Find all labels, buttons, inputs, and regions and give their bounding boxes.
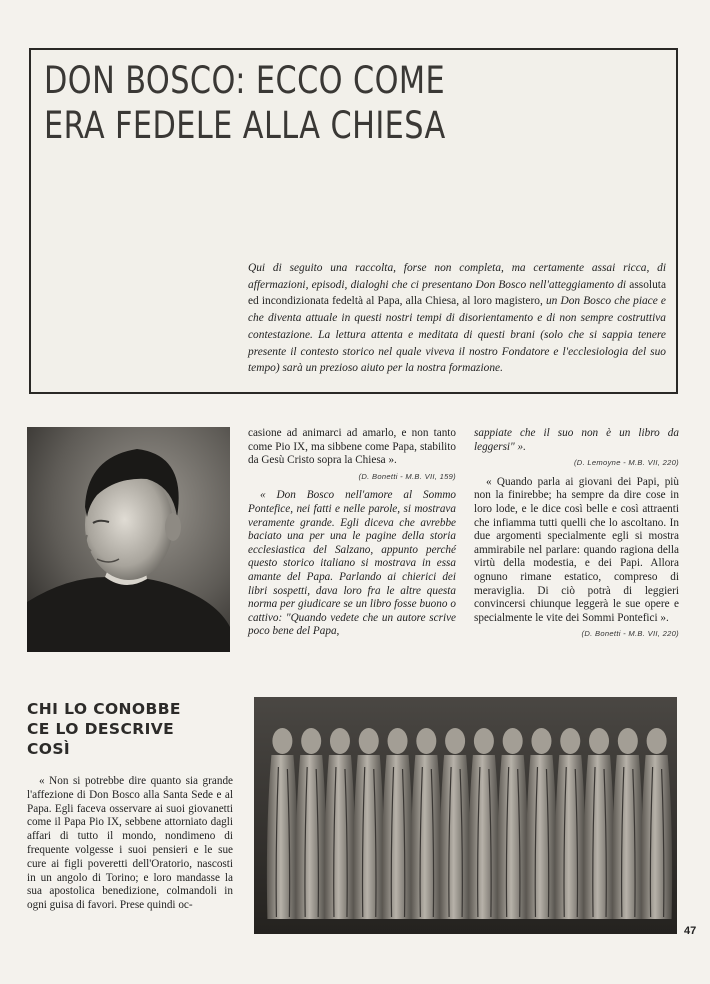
subhead-line-1: CHI LO CONOBBE (27, 700, 181, 718)
relief-figure (411, 728, 442, 919)
don-bosco-portrait (27, 427, 230, 652)
relief-figure (526, 728, 557, 919)
relief-figures (254, 697, 677, 934)
intro-italic-c: un Don Bosco che piace e che diventa attuale in questi nostri tempi di disorientamento e di non sempre costruttiva contestazione. La lettura attenta e meditata di questi brani (solo che si sappia tenere presente il contesto storico nel quale viveva il nostro Fondatore e l'ecclesiologia del suo tempo) sarà un prezioso aiuto per la nostra formazione. (248, 295, 666, 375)
relief-figure (584, 728, 615, 919)
relief-figure (468, 728, 499, 919)
apostles-relief-image (254, 697, 677, 934)
text-column-2 (474, 427, 679, 647)
relief-figure (382, 728, 413, 919)
page-number: 47 (684, 925, 697, 937)
column1-paragraph-2 (248, 489, 456, 639)
column1-paragraph-1: casione ad animarci ad amarlo, e non tanto come Pio IX, ma sibbene come Papa, stabilito da Gesù Cristo sopra la Chiesa ». (248, 427, 456, 467)
text-column-1 (248, 427, 456, 639)
relief-figure (440, 728, 471, 919)
relief-figure (612, 728, 643, 919)
column1-paragraph-2-text: « Don Bosco nell'amore al Sommo Pontefice, nei fatti e nelle parole, si mostrava veramente grande. Egli diceva che avrebbe baciato una per una le pagine della storia ecclesiastica del Salzano, appunto perché questo storico italiano si mostrava in essa amante del Papa. Parlando ai chierici dei libri sospetti, dava loro fra le altre questa norma per giudicare se un libro fosse buono o cattivo: "Quando vedete che un autore scrive poco bene del Papa, (248, 489, 456, 638)
column2-paragraph-2: « Quando parla ai giovani dei Papi, più non la finirebbe; ha sempre da dire cose in loro lode, e le dice così belle e così attraenti che infiamma tutti quelli che lo ascoltano. In due argomenti specialmente egli si mostra ammirabile nel parlare: quando ragiona della virtù della modestia, e dei Papi. Allora ognuno rimane estatico, compreso di meraviglia. Di ciò potrà di leggieri convincersi chiunque leggerà le sue opere e specialmente le vite dei Sommi Pontefici ». (474, 475, 679, 624)
article-title (44, 58, 446, 148)
column3-paragraph-1: « Non si potrebbe dire quanto sia grande l'affezione di Don Bosco alla Santa Sede e al Papa. Egli faceva osservare ai suoi giovanetti come il Papa Pio IX, sebbene attorniato dagli affari di tutto il mondo, nondimeno di frequente volgesse i suoi pensieri e le sue cure ai figli poveretti dell'Oratorio, nascosti in un angolo di Torino; e loro mandasse la sua apostolica benedizione, colmandoli in ogni guisa di favori. Prese quindi oc- (27, 775, 233, 912)
text-column-3 (27, 775, 233, 913)
relief-figure (267, 728, 298, 919)
column2-reference-1: (D. Lemoyne - M.B. VII, 220) (573, 458, 679, 468)
section-subheading (27, 699, 181, 759)
portrait-image (27, 427, 230, 652)
column2-reference-2: (D. Bonetti - M.B. VII, 220) (581, 629, 679, 639)
subhead-line-2: CE LO DESCRIVE (27, 720, 175, 738)
title-line-2: ERA FEDELE ALLA CHIESA (44, 104, 446, 147)
relief-figure (353, 728, 384, 919)
relief-figure (641, 728, 672, 919)
column2-paragraph-1 (474, 427, 679, 454)
relief-figure (497, 728, 528, 919)
column2-paragraph-1-text: sappiate che il suo non è un libro da leggersi" ». (474, 427, 679, 453)
title-line-1: DON BOSCO: ECCO COME (44, 59, 446, 102)
relief-figure (296, 728, 327, 919)
intro-paragraph (248, 260, 666, 377)
intro-italic-a: Qui di seguito una raccolta, forse non completa, ma certamente assai ricca, di affermazioni, episodi, dialoghi che ci presentano Don Bosco nell'atteggiamento di (248, 262, 666, 291)
relief-figure (555, 728, 586, 919)
relief-figure (324, 728, 355, 919)
column1-reference-1: (D. Bonetti - M.B. VII, 159) (358, 471, 456, 481)
subhead-line-3: COSÌ (27, 740, 71, 758)
intro-roman: assoluta ed incondizionata fedeltà al Papa, alla Chiesa, al loro magistero, (248, 278, 666, 308)
